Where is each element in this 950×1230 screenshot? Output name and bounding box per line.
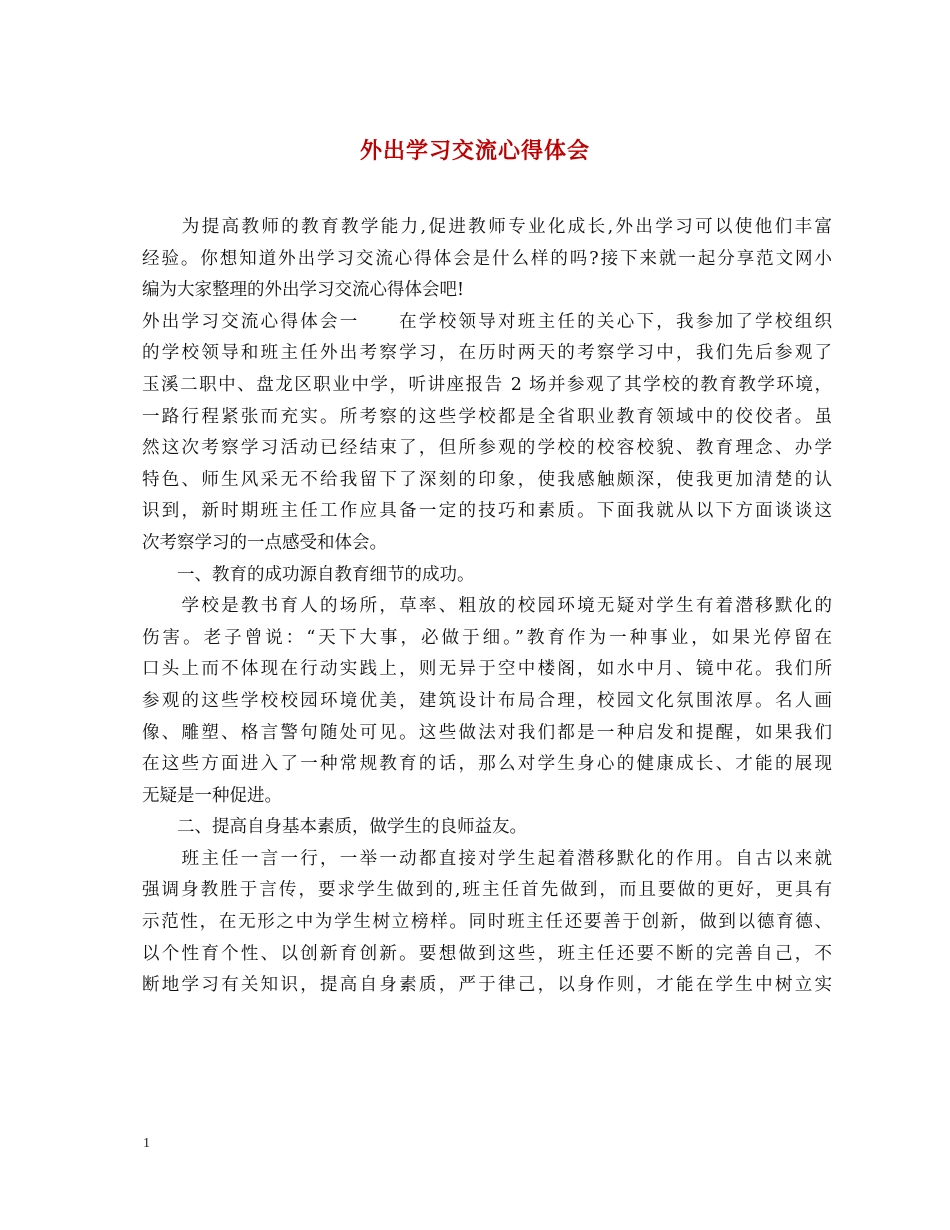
document-body	[142, 212, 832, 1002]
text-line: 一、教育的成功源自教育细节的成功。	[142, 564, 475, 585]
text-line: 识到，新时期班主任工作应具备一定的技巧和素质。下面我就从以下方面谈谈这	[142, 501, 832, 522]
text-line: 外出学习交流心得体会一 在学校领导对班主任的关心下，我参加了学校组织	[142, 311, 832, 332]
text-line: 示范性，在无形之中为学生树立榜样。同时班主任还要善于创新，做到以德育德、	[142, 912, 832, 933]
text-line: 参观的这些学校校园环境优美，建筑设计布局合理，校园文化氛围浓厚。名人画	[142, 690, 832, 711]
text-line: 编为大家整理的外出学习交流心得体会吧!	[142, 280, 465, 301]
text-line: 以个性育个性、以创新育创新。要想做到这些，班主任还要不断的完善自己，不	[142, 943, 832, 964]
text-line: 断地学习有关知识，提高自身素质，严于律己，以身作则，才能在学生中树立实	[142, 975, 832, 996]
text-line: 二、提高自身基本素质，做学生的良师益友。	[142, 817, 527, 838]
text-line: 的学校领导和班主任外出考察学习，在历时两天的考察学习中，我们先后参观了	[142, 343, 832, 364]
text-line: 强调身教胜于言传，要求学生做到的,班主任首先做到，而且要做的更好，更具有	[142, 880, 832, 901]
text-line: 次考察学习的一点感受和体会。	[142, 532, 387, 553]
text-line: 像、雕塑、格言警句随处可见。这些做法对我们都是一种启发和提醒，如果我们	[142, 722, 832, 743]
text-line: 玉溪二职中、盘龙区职业中学，听讲座报告 2 场并参观了其学校的教育教学环境，	[142, 374, 832, 395]
text-line: 在这些方面进入了一种常规教育的话，那么对学生身心的健康成长、才能的展现	[142, 754, 832, 775]
text-line: 无疑是一种促进。	[142, 785, 282, 806]
text-line: 经验。你想知道外出学习交流心得体会是什么样的吗?接下来就一起分享范文网小	[142, 248, 832, 269]
text-line: 学校是教书育人的场所，草率、粗放的校园环境无疑对学生有着潜移默化的	[142, 596, 832, 617]
text-line: 然这次考察学习活动已经结束了，但所参观的学校的校容校貌、教育理念、办学	[142, 438, 832, 459]
text-line: 口头上而不体现在行动实践上，则无异于空中楼阁，如水中月、镜中花。我们所	[142, 659, 832, 680]
text-line: 特色、师生风采无不给我留下了深刻的印象，使我感触颇深，使我更加清楚的认	[142, 469, 832, 490]
text-line: 为提高教师的教育教学能力,促进教师专业化成长,外出学习可以使他们丰富	[142, 217, 832, 237]
text-line: 一路行程紧张而充实。所考察的这些学校都是全省职业教育领域中的佼佼者。虽	[142, 406, 832, 427]
document-title: 外出学习交流心得体会	[359, 139, 590, 164]
text-line: 伤害。老子曾说：“天下大事，必做于细。”教育作为一种事业，如果光停留在	[142, 627, 832, 648]
text-line: 班主任一言一行，一举一动都直接对学生起着潜移默化的作用。自古以来就	[142, 848, 832, 869]
page-number: 1	[143, 1136, 150, 1151]
